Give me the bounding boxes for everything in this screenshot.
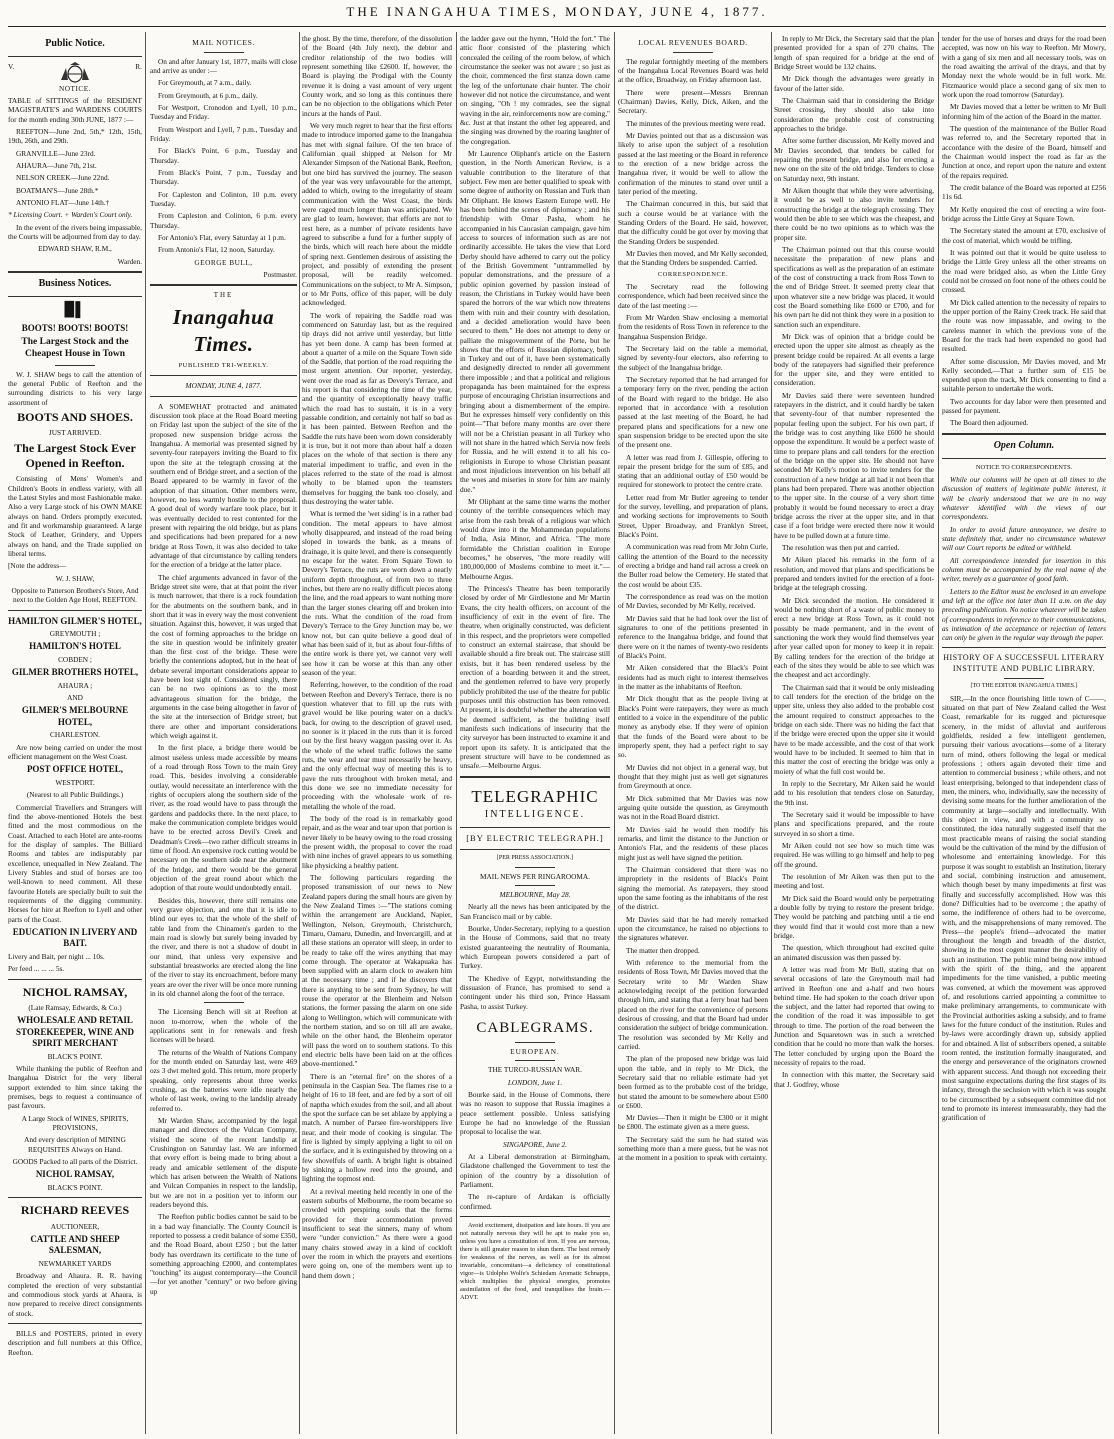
hotels-text: Are now being carried on under the most efficient management on the West Coast. [8, 742, 142, 762]
board-paragraph: A letter was read from J. Gillespie, offering to repair the present bridge for the sum of £85, and stating that an additional outlay of £50 would be required for stonework to protect the centre crate. [618, 452, 768, 490]
telegram-paragraph: Bourke said, in the House of Commons, there was no reason to suppose that Russia imagines a peace settlement possible. Unless satisfying Europe he had no knowledge of the Russian proposal to localise the war. [460, 1090, 610, 1137]
rule [460, 827, 610, 828]
board-paragraph: In reply to the Secretary, Mr Aiken said he would add to his resolution that tenders close on Saturday, the 9th inst. [774, 778, 934, 807]
boot-icon: ▉▌ [64, 302, 86, 318]
board-paragraph: The question, which throughout had excited quite an animated discussion was then passed by. [774, 943, 934, 962]
column-divider [614, 32, 615, 1434]
rule [8, 1323, 142, 1324]
sitting-line: ANTONIO FLAT—June 14th.† [16, 198, 110, 208]
reeves-trade: AUCTIONEER, [50, 1221, 100, 1231]
column-3 [302, 34, 452, 1432]
mail-line: For Black's Point, 6 p.m., Tuesday and Thursday. [150, 146, 297, 165]
correspondents-notice: While our columns will be open at all times to the discussion of matters of legitimate public interest, it will be clearly understood that we are in no way whatever identified with the views of our correspondents. [942, 474, 1106, 522]
board-paragraph: Mr Davies moved that a letter be written to Mr Bull informing him of the action of the Board in the matter. [942, 102, 1106, 121]
post-office-text: Commercial Travellers and Strangers will find the above-mentioned Hotels the best fitted and the most commodious on the Coast. Attached to each Hotel are ante-rooms for the display of samples. The Billiard Rooms and tables are indisputably par excellence, unequalled in New Zealand. The Livery Stables and stud of horses are too well-known to need comment. All these favourite Hotels are specially built to suit the requirements of the digging community. Horses for hire at Reefton to Lyell and other parts of the Coast. [8, 802, 142, 924]
board-paragraph: Mr Kelly enquired the cost of erecting a wire foot-bridge across the Little Grey at Square Town. [942, 204, 1106, 223]
news-paragraph: The body of the road is in remarkably good repair, and as the wear and tear upon that portion is never likely to be heavy owing to the road crossing the present width, the proposal to cover the road with nine inches of gravel appears to us something like physicking a healthy patient. [302, 813, 452, 870]
column-7 [942, 34, 1106, 1432]
footnote: * Licensing Court. + Warden's Court only. [8, 210, 133, 220]
mail-news-heading: MAIL NEWS PER RINGAROOMA. [480, 871, 590, 881]
news-paragraph: the ladder gave out the hymn, "Hold the fort." The attic floor consisted of the plastering which concealed the ceiling of the room below, of which circumstance the seeker was not aware ; so just as the choir, commenced the first stanza down came the leg of the unfortunate chair hunter. The choir however did not notice the circumstance, and went on singing, "Oh ! my comrades, see the signal waving in the air, reinforcements now are coming," &c. Just at that instant the other leg appeared, and the singing was drowned by the roaring laughter of the congregation. [460, 34, 610, 146]
editorial-paragraph: Besides this, however, there still remains one very grave objection, and one that it is idle to blind our eyes to, that the whole of the shelf of table land from the Chinamen's garden to the main road is slowly but surely being invaded by the river, and there is not a shadow of doubt in our mind, that unless very expensive and substantial breastworks are erected along the line of the river to stay its encroachment, before many years are over the river will be once more running in its old channel along the foot of the terrace. [150, 895, 297, 998]
board-paragraph: A letter was read from Mr Bull, stating that on several occasions of late the Greymouth mail had arrived in Reefton one and a-half and two hours behind time. He had spoken to the coach driver upon the subject, and the latter had reported that owing to the condition of the road it was impossible to get through to time. The portion of the road between the Junction and Squaretown was in such a wretched condition that he could no more than walk the horses. The letter concluded by urging upon the Board the necessity of repairs to the road. [774, 964, 934, 1068]
paper-title: Inangahua Times. [172, 305, 275, 357]
local-revenues-heading: LOCAL REVENUES BOARD. [638, 38, 748, 47]
shaw-intro: W. J. SHAW begs to call the attention of the general Public of Reefton and the surrounding districts to his very large assortment of [8, 369, 142, 407]
nichol-header: NICHOL RAMSAY, [22, 984, 128, 999]
news-paragraph: Mr Oliphant at the same time warns the mother country of the terrible consequences which may arise from the rash break of a religious war which would draw into it the Mohammedan populations of India, Asia Minor, and Africa. "The more formidable the Christian coalition in Europe becomes," he observes, "the more readily will 180,000,000 of Moslems combine to meet it."—Melbourne Argus. [460, 497, 610, 581]
mail-line: For Capleston and Colinton, 10 p.m. every Tuesday. [150, 189, 297, 208]
hotel-name: HAMILTON GILMER'S HOTEL, [8, 615, 142, 626]
boots-shoes: BOOTS AND SHOES. [17, 409, 133, 424]
just-arrived: JUST ARRIVED. [48, 428, 102, 438]
european-heading: EUROPEAN. [510, 1047, 560, 1057]
correspondents-notice: All correspondence intended for insertion in this column must be accompanied by the real name of the writer, merely as a guarantee of good faith. [942, 555, 1106, 584]
column-4 [460, 34, 610, 1432]
board-paragraph: Mr Dick called attention to the necessity of repairs to the upper portion of the Rainy Creek track. He said that the route was now impassable, and owing to the careless manner in which the previous vote of the Board for the track had been expended no good had resulted. [942, 297, 1106, 354]
news-paragraph: Referring, however, to the condition of the road between Reefton and Devery's Terrace, there is no question whatever that to fill up the ruts with gravel would be like pouring water on a duck's back, for owing to the description of gravel used, no sooner is it placed in the ruts than it is forced out by the first heavy waggon passing over it. As the whole of the wheel traffic follows the same ruts, the wear and tear must necessarily be heavy, and the only effectual way of meeting this is to pave the ruts throughout with broken metal, and this done we see no immediate necessity for proceeding with the wholesale work of re-metalling the whole of the road. [302, 680, 452, 811]
board-paragraph: The Secretary said it would be impossible to have plans and specifications prepared, and the route surveyed in so short a time. [774, 809, 934, 838]
board-paragraph: Mr Dick was of opinion that a bridge could be erected upon the upper site almost as cheaply as the present bridge could be repaired. At all events a large body of the ratepayers had signified their preference for the upper site, and they were entitled to consideration. [774, 331, 934, 388]
board-paragraph: The credit balance of the Board was reported at £256 11s 6d. [942, 182, 1106, 202]
editorial-paragraph: The chief arguments advanced in favor of the Bridge street site were, that at that point the river is much narrower, that there is a rock foundation for the abutments on the southern bank, and in short that it was in every way the most convenient situation. Against this, however, it was urged that the cost of forming approaches to the bridge on the site in question would be infinitely greater than the first cost of the bridge. These were briefly the contentions adopted, but in the heat of debate several important considerations appear to have been lost sight of. Considered singly, there can be no two opinions as to the most advantageous situation for the bridge, the arguments in the case being altogether in favor of the site at the intersection of Bridge street, but there are other and important considerations which weigh against it. [150, 572, 297, 741]
rule [942, 433, 1106, 435]
news-paragraph: We very much regret to hear that the first efforts made to introduce imported game to the Inangahua has met with signal failure. Of the ten brace of Californian quail shipped at Nelson for Mr Alexander Simpson of the National Bank, Reefton, but one bird has survived the journey. The season of the year was very unfavourable for the attempt, added to which, owing to the irregularity of steam communication with the West Coast, the birds were caged much longer than was anticipated. We are glad to learn, however, that efforts are not to rest here, as a number of private residents have agreed to subscribe a fund for a further supply of the birds, which will reach here about the middle of spring next. Gentlemen desirous of assisting the project, and possibly of extending the present proposal, will be readily welcomed. Communications on the subject, to Mr A. Simpson, or to Mr Potts, office of this paper, will be duly acknowledged. [302, 120, 452, 308]
hotel-name: HAMILTON'S HOTEL [29, 641, 121, 652]
signature: EDWARD SHAW, R.M., [38, 244, 112, 254]
shaw-location: Opposite to Patterson Brothers's Store, And next to the Golden Age Hotel, REEFTON. [11, 585, 139, 605]
mail-line: From Capleston and Colinton, 6 p.m. every Thursday. [150, 211, 297, 230]
mail-signature-title: Postmaster. [263, 269, 297, 279]
rule [150, 396, 297, 397]
hotel-place: COBDEN ; [58, 654, 92, 664]
column-divider [771, 32, 772, 1434]
board-paragraph: Mr Dick thought that as the people living at Black's Point were ratepayers, they were as much entitled to a voice in the expenditure of the public money as anybody else. If they were of opinion that the funds of the Board were about to be improperly spent, they had a perfect right to say so. [618, 694, 768, 760]
news-paragraph: At a revival meeting held recently in one of the eastern suburbs of Melbourne, the room became so crowded with perspiring souls that the forms provided for their accommodation proved insufficient to seat the sinners, many of whom were "under conviction." As there were a good many chairs stowed away in a kind of cockloft over the room in which the prayers and exertions were going on, one of the members went up to hand them down ; [302, 1186, 452, 1280]
rule [8, 271, 142, 273]
hotel-place: AHAURA ; [57, 680, 93, 690]
hotel-place: CHARLESTON. [50, 730, 100, 740]
board-paragraph: The Secretary laid on the table a memorial, signed by seventy-four electors, also referring to the subject of the Inangahua bridge. [618, 343, 768, 372]
sitting-line: AHAURA—June 7th, 21st. [16, 161, 97, 171]
rule [1004, 678, 1044, 679]
nichol-signature-place: BLACK'S POINT. [47, 1182, 103, 1192]
editorial-paragraph: In the first place, a bridge there would be almost useless unless made accessible by means of a road through Ross Town to the main Grey road. This, besides involving a considerable outlay, would necessitate an interference with the rights of occupiers along the southern side of the river, as the road would have to pass through the gardens and paddocks there. In the next place, to make the communication complete bridges would have to be erected across Devil's Creek and Deadman's Creek—two rather difficult streams in time of flood. An expensive rock cutting would be necessary on the southern side near the abutment of the bridge, and there would be the general objection of the great round about which the adoption of that route would undoubtedly entail. [150, 743, 297, 893]
board-paragraph: The Secretary read the following correspondence, which had been received since the date of the last meeting :— [618, 281, 768, 310]
news-paragraph: The following particulars regarding the proposed transmission of our news to New Zealand papers during the small hours are given by the New Zealand Times :—"The stations coming within the arrangement are Auckland, Napier, Wellington, Nelson, Greymouth, Christchurch, Timaru, Oamaru, Dunedin, and Invercargill, and at all these stations an operator will sleep, in order to be ready to take off the wires anything that may come through. The operator at Wakapuaka has been supplied with an alarm clock to awaken him at the necessary time ; and if he discovers that there is anything to be sent from Sydney, he will rouse the operator at the Blenheim and Nelson stations, the former passing the alarm on one side along to Wellington, which will communicate with the northern station, and so on till all are awake, while on the other hand, the Blenheim operator will pass the word on to southern stations. To this end electric bells have been laid on at the offices above-mentioned." [302, 872, 452, 1069]
editorial-paragraph: A SOMEWHAT protracted and animated discussion took place at the Road Board meeting on Friday last upon the subject of the site of the proposed new suspension bridge across the Inangahua. A memorial was presented signed by seventy-four ratepayers inviting the Board to fix upon the site at the telegraph crossing at the southern end of Bridge street, and a section of the Board appeared to be warmly in favor of the adoption of that situation. Other members were, however, no less warmly hostile to the proposal. A good deal of wordy warfare took place, but it was eventually decided to rest contented for the present with repairing the old bridge, but as plans and specifications had been prepared for a new bridge at Ross Town, it was also decided to take advantage of that circumstance by calling tenders for the erection of a bridge at the latter place. [150, 401, 297, 570]
rule [942, 647, 1106, 648]
board-paragraph: The correspondence as read was on the motion of Mr Davies, seconded by Mr Kelly, received. [618, 592, 768, 611]
paper-title-block [150, 291, 297, 370]
history-title: HISTORY OF A SUCCESSFUL LITERARY INSTITUTE AND PUBLIC LIBRARY. [943, 653, 1105, 673]
sitting-line: NELSON CREEK—June 22nd. [16, 173, 110, 183]
dateline: LONDON, June 1. [507, 1077, 563, 1087]
intelligence-heading: INTELLIGENCE. [484, 809, 586, 821]
reeves-trade-2: CATTLE AND SHEEP SALESMAN, [30, 1233, 120, 1256]
board-paragraph: The regular fortnightly meeting of the members of the Inangahua Local Revenues Board was held at the office, Broadway, on Friday afternoon last. [618, 56, 768, 85]
to-editor-line: [TO THE EDITOR INANGAHUA TIMES.] [970, 682, 1078, 689]
board-paragraph: Two accounts for day labor were then presented and passed for payment. [942, 396, 1106, 416]
livery-rate: Livery and Bait, per night ... 10s. [8, 951, 105, 961]
rule [204, 52, 244, 53]
news-paragraph: There is an "eternal fire" on the shores of a peninsula in the Caspian Sea. The flames rise to a height of 16 to 18 feet, and are fed by a sort of oil of naptha which exudes from the soil, and all about the spot the surface can be set ablaze by applying a match. A number of Parsee fire-worshippers live near, and their mode of cooking is singular. The fire is lighted by simply applying a light to oil on the surface, and it is extinguished by throwing on a few shovelfuls of earth. A bright light is obtained by sinking a hollow reed into the ground, and lighting the topmost end. [302, 1071, 452, 1184]
hotel-name: GILMER BROTHERS HOTEL, [11, 667, 139, 678]
reeves-text: Broadway and Ahaura. R. R. having completed the erection of very substantial and commodious stock yards at Ahaura, is now prepared to receive direct consignments of stock. [8, 1271, 142, 1318]
sitting-line: REEFTON—June 2nd, 5th,* 12th, 15th, 19th, 26th, and 29th. [8, 127, 142, 146]
title-the: THE [213, 291, 234, 300]
bills-line: BILLS and POSTERS, printed in every description and full numbers at this Office, Reefton. [8, 1328, 142, 1357]
rule [460, 849, 610, 850]
mail-line: From Greymouth, at 6 p.m., daily. [158, 90, 258, 100]
board-paragraph: After some further discussion, Mr Kelly moved and Mr Davies seconded, that tenders be called for repairing the present bridge, and also for erecting a new one on the site of the old bridge. Tenders to close on Saturday next, 9th instant. [774, 136, 934, 183]
largest-stock-line: The Largest Stock and the Cheapest House in Town [21, 337, 129, 360]
board-paragraph: The Secretary stated the amount at £70, exclusive of the cost of material, which would be trifling. [942, 226, 1106, 245]
board-paragraph: The matter then dropped. [626, 945, 700, 955]
board-paragraph: Mr Davies said there were seventeen hundred ratepayers in the district, and it could hardly be taken that seventy-four of that number represented the popular feeling upon the subject. For his own part, if the bridge was to cost anything like £600 he should oppose the expenditure. It would be a perfect waste of time to prepare plans and call tenders for the erection of the bridge on the upper site. He should not have seconded Mr Kelly's motion to invite tenders for the construction of a new bridge at all had it not been that plans had been prepared. There was another objection to the upper site. In the course of a very short time probably it would be found necessary to erect a dray bridge across the river at the upper site, and in that case if a foot bridge were erected there now it would have to be pulled down at a future time. [774, 390, 934, 540]
telegraphic-heading: TELEGRAPHIC [471, 786, 599, 806]
boots-ad-heading: BOOTS! BOOTS! BOOTS! [21, 322, 129, 333]
rule [515, 885, 555, 886]
board-paragraph: The question of the maintenance of the Buller Road was referred to, and the Secretary reported that in accordance with the desire of the Board, himself and the Chairman would inspect the road as far as the Junction at once, and report upon the nature and extent of the repairs required. [942, 123, 1106, 180]
column-6 [774, 34, 934, 1432]
press-association: [PER PRESS ASSOCIATION.] [496, 855, 574, 862]
news-paragraph: Mr Warden Shaw, accompanied by the legal manager and directors of the Vulcan Company, visited the scene of the recent landslip at Crushington on Saturday last. We are informed that every effort is being made to bring about a ready and amicable settlement of the dispute which has arisen between the Wealth of Nations and Vulcan Companies in respect to the landslip, but we are not in a position yet to inform our readers beyond this. [150, 1115, 297, 1209]
post-office-hotel: POST OFFICE HOTEL, [26, 764, 124, 775]
board-paragraph: A communication was read from Mr John Curle, calling the attention of the Board to the necessity of erecting a bridge and hand rail across a creek on the Buller road below the Cemetery. He stated that the cost would be about £35. [618, 542, 768, 589]
date-line: MONDAY, JUNE 4, 1877. [185, 381, 262, 391]
board-paragraph: Mr Dick submitted that Mr Davies was now arguing quite outside the question, as Greymouth was not in the Road Board district. [618, 793, 768, 822]
news-paragraph: What is termed the 'wet siding' is in a rather bad condition. The metal appears to have almost wholly disappeared, and instead of the road being sloped in towards the bank, as a means of drainage, it is quite level, and there is consequently no escape for the water. From Square Town to Devery's Terrace, the ruts are worn down a nearly uniform depth throughout, of from two to three inches, but there are no really difficult pieces along the line, and the road appears to want nothing more than the larger stones clearing off and broken into the ruts. What the condition of the road from Devery's Terrace to the Grey Junction may be, we know not, but can quite believe a good deal of what has been said of it, but as about four-fifths of the entire work is there yet, we cannot very well see how it can be worse at this than any other season of the year. [302, 509, 452, 677]
public-notice-heading: Public Notice. [45, 38, 105, 49]
coat-of-arms-icon [58, 62, 92, 84]
telegram-paragraph: The re-capture of Ardakan is officially confirmed. [460, 1192, 610, 1211]
hotel-name: GILMER'S MELBOURNE HOTEL, [21, 705, 129, 727]
news-paragraph: The Licensing Bench will sit at Reefton at noon to-morrow, when the whole of the applications sent in for renewals and fresh licenses will be heard. [150, 1007, 297, 1045]
rule [8, 610, 142, 611]
hotel-and: AND [67, 693, 83, 703]
rule [460, 1216, 610, 1217]
board-paragraph: Mr Dick said the Board would only be perpetrating a double folly by trying to restore the present bridge. They would be patching and patching until a tie end they would find that it would cost more than a new bridge. [774, 893, 934, 940]
board-paragraph: The Secretary reported that he had arranged for a temporary ferry on the river, pending the action of the Board with regard to the bridge. He also reported that in accordance with a resolution passed at the last meeting of the Board, he had prepared plans and specifications for a new one span suspension bridge to be erected upon the site of the present one. [618, 374, 768, 450]
nichol-prev: (Late Ramsay, Edwards, & Co.) [28, 1002, 122, 1012]
board-paragraph: Mr Davies pointed out that as a discussion was likely to arise upon the subject of a resolution passed at the last meeting or the Board in reference to the erection of a new bridge across the Inangahua river, it would be well to allow the confirmation of the minutes to stand over until a later period of the meeting. [618, 131, 768, 196]
board-paragraph: The minutes of the previous meeting were read. [626, 118, 766, 128]
stock-text: Consisting of Mens' Women's and Children's Boots in endless variety, with all the Latest Styles and most Fashionable make. Also a very Large stock of his OWN MAKE always on hand. Orders promptly executed, and fit and workmanship guaranteed. A large Stock of Leather, Grindery, and Uppers always on hand, and the Trade supplied on liberal terms. [8, 474, 142, 558]
sitting-line: GRANVILLE—June 23rd. [16, 148, 96, 158]
board-paragraph: The Chairman said that it would be only misleading to call tenders for the erection of the bridge on the upper site, unless they also added to the probable cost the amount required to construct approaches to the bridge on each side. There was no hiding the fact that if the bridge were erected upon the upper site it would have to be made accessible, and the cost of that work would have to be included. It seemed to him that in this matter the cost of erecting the bridge was only a moiety of what the full cost would be. [774, 682, 934, 776]
mail-line: For Antonio's Flat, every Saturday at 1 p.m. [158, 232, 286, 242]
rule [8, 979, 142, 980]
board-paragraph: The Chairman pointed out that this course would necessitate the preparation of new plans and specifications as well as the preparation of an estimate of the cost of constructing a track from Ross Town to the end of Bridge Street. It seemed pretty clear that upon whatever site a new bridge was placed, it would cost the Board something like £600 or £700, and for his own part he did not think they were in a position to sanction such an expenditure. [774, 244, 934, 329]
notice-word: NOTICE. [58, 83, 92, 93]
education-line: EDUCATION IN LIVERY AND BAIT. [12, 926, 138, 949]
nichol-signature: NICHOL RAMSAY, [35, 1169, 115, 1180]
advertisement-paragraph: Avoid excitement, dissipation and late hours. If you are not naturally nervous they will be apt to make you so, unless you have a constitution of iron. If you are nervous, there is still greater reason to shun them. The best remedy for weakness of the nerves, as well as for its almost invariable, concomitant—a deficiency of constitutional vigor—is Udolpho Wolfe's Schiedam Aromatic Schnapps, which multiplies the physical energies, promotes assimilation of the food, and tranquilises the brain.—ADVT. [460, 1222, 610, 1302]
board-paragraph: It was pointed out that it would be quite useless to bridge the Little Grey unless all the other streams on the road were bridged also, as when the Little Grey could not be crossed on foot none of the others could be crossed. [942, 247, 1106, 295]
rule [515, 1042, 555, 1043]
board-paragraph: The plan of the proposed new bridge was laid upon the table, and in reply to Mr Dick, the Secretary said that no reliable estimate had yet been formed as to the probable cost of the bridge, but stated the amount to be somewhere about £500 or £600. [618, 1054, 768, 1110]
wines-line: A Large Stock of WINES, SPIRITS, PROVISIONS, [21, 1113, 129, 1133]
board-paragraph: There were present—Messrs Brennan (Chairman) Davies, Kelly, Dick, Aiken, and the Secretary. [618, 87, 768, 116]
news-paragraph: The Reefton public bodies cannot be said to be in a bad way financially. The County Council is reported to possess a credit balance of some £350, and the Road Board, about £250 ; but the latter body has overdrawn its certificate to the tune of something approaching £2000, and contemplates "touching" its august contemporary—the Council—for yet another "century" or two before giving up [150, 1212, 297, 1296]
mail-line: For Westport, Cronodon and Lyell, 10 p.m., Tuesday and Friday. [150, 103, 297, 122]
dateline: MELBOURNE, May 28. [499, 890, 571, 900]
mail-line: From Antonio's Flat, 12 noon, Saturday. [158, 245, 275, 255]
letter-paragraph: SIR,—In the once flourishing little town of C——, situated on that part of New Zealand called the West Coast, remarkable for its rugged and picturesque scenery, in the midst of alluvial and auriferous goldfields, resided a few intelligent gentlemen, pursuing their various avocations—some of a literary turn of mind, others following the legal or medical professions ; others again devoted their time and attention to commercial business ; while others, and not least enterprising, belonged to that independent class of men, the miners, who, individually, saw the necessity of devising some means for the further amelioration of the community at large—socially and intellectually. With this object in view, and with a community so constituted, the idea naturally suggested itself that the most practicable means of raising the social standing would be the cultivation of the mind by the diffusion of wholesome and entertaining knowledge. For this purpose it was sought to establish an Institution, literary and social, combining instruction and amusement, which though beset by many impediments at first was finally and successfully accomplished. How was this done? Difficulties had to be overcome ; the apathy of some, the indifference of others had to be overcome, with, and the misapprehensions of many removed. The Press—the people's friend—advocated the matter throughout the length and breadth of the district, showing in the most cogent manner the desirability of such an institution. The public mind being now imbued with the spirit of the thing, and the apparent impediments for the time vanished, a public meeting was convened, at which the movement was approved of, and resolutions carried appointing a committee to make preliminary arrangements, to communicate with the Provincial authorities asking a subsidy, and to frame laws for the future conduct of the institution. Rules and by-laws were accordingly drawn up, subsidy applied for and obtained. A list of subscribers opened, a suitable room rented, the institution formally inaugurated, and the energy and perseverance of the originators crowned with apparent success. And though not exceeding their most sanguine expectations during the first stages of its infancy, through the seclusion with which it was sought to be circumscribed by a subsequent committee did not tend to promote its interest immeasurably, they had the gratification of [942, 693, 1106, 1123]
feed-rate: Per feed ... ... ... 5s. [8, 964, 65, 974]
board-paragraph: The Chairman concurred in this, but said that such a course would be at variance with the Standing Orders of the Board. He said, however, that the difficulty could be got over by moving that the Standing Orders be suspended. [618, 199, 768, 246]
board-paragraph: Mr Dick though the advantages were greatly in favour of the latter side. [774, 74, 934, 93]
board-paragraph: The Chairman said that in considering the Bridge Street crossing, they should also take into consideration the probable cost of constructing approaches to the bridge. [774, 95, 934, 133]
column-divider [145, 32, 146, 1434]
telegram-paragraph: The Khedive of Egypt, notwithstanding the dissuasion of France, has promised to send a contingent under his third son, Prince Hassam Pasha, to assist Turkey. [460, 973, 610, 1011]
sitting-line: BOATMAN'S—June 28th.* [16, 185, 99, 195]
board-paragraph: tender for the use of horses and drays for the road been accepted, was now on his way to Reefton. Mr Mowry, with a gang of six men and all necessary tools, was on the road awaiting the arrival of the drays, and that by Monday next the whole would be in full work. Mr. Fitzmaurice would place a second gang of six men to work upon the road tomorrow (Saturday). [942, 34, 1106, 99]
news-paragraph: The returns of the Wealth of Nations Company for the month ended on Saturday last, were 469 ozs 3 dwt melted gold. This return, more properly speaking, only represents about three weeks crushing, as the batteries were idle nearly the whole of last week, owing to the landslip already referred to. [150, 1047, 297, 1113]
board-paragraph: The resolution was then put and carried. [782, 543, 900, 553]
rule [8, 56, 142, 57]
mail-line: From Westport and Lyell, 7 p.m., Tuesday and Friday. [150, 124, 297, 144]
news-paragraph: the ghost. By the time, therefore, of the dissolution of the Board (4th July next), the debtor and creditor relationship of the two bodies will represent something like £2600. If, however, the Board is playing the Prodigal with the County revenue it is doing a vast amount of very urgent County work, and so long as this continues there can be no objection to the obligations which Peter incurs at the hands of Paul. [302, 34, 452, 118]
board-paragraph: The resolution of Mr Aiken was then put to the meeting and lost. [774, 871, 934, 891]
board-paragraph: Mr Davies said that he had merely remarked upon the circumstance, he raised no objections to the signatures whatever. [618, 914, 768, 943]
rule [55, 365, 95, 366]
closing-text: In the event of the rivers being impassable, the Courts will be adjourned from day to day. [8, 222, 142, 242]
crest-letter-left: V. [8, 61, 15, 71]
board-paragraph: Mr Aiken thought that while they were advertising, it would be as well to also invite tenders for constructing the bridge at the telegraph crossing. They would then be able to see which was the cheapest, and there could be no two opinions as to which was the proper site. [774, 185, 934, 242]
board-paragraph: The Board then adjourned. [950, 418, 1029, 428]
news-paragraph: The Princess's Theatre has been temporarily closed by order of Mr Girdlestone and Mr Martin Evans, the city health officers, on account of the insufficiency of exit in the event of fire. The theatre, when originally constructed, was deficient in this respect, and the proprietors were compelled to construct an external staircase, that should be available should a fire break out. The staircase still exists, but it has been rendered useless by the erection of a boarding between it and the street, and the gentlemen referred to have very properly publicly prohibited the use of the theatre for public purposes until this obstruction has been removed. At present, it is doubtful whether the alteration will be deemed sufficient, as the building itself manifests such indications of insecurity that the city surveyor has been instructed to examine it and report upon its safety. It is anticipated that the present structure will have to be condemned as unsafe.—Melbourne Argus. [460, 584, 610, 771]
board-paragraph: Mr Aiken placed his remarks in the form of a resolution, and moved that plans and specifications be prepared and tenders invited for the erection of a foot-bridge at the telegraph crossing. [774, 555, 934, 593]
board-paragraph: In connection with this matter, the Secretary said that J. Godfrey, whose [774, 1070, 934, 1089]
board-paragraph: In reply to Mr Dick, the Secretary said that the plan presented provided for a span of 270 chains. The length of span required for a bridge at the end of Bridge Street would be 132 chains. [774, 34, 934, 71]
rule [673, 52, 713, 53]
rule [150, 375, 297, 376]
rule [942, 458, 1106, 459]
telegram-paragraph: At a Liberal demonstration at Birmingham, Gladstone challenged the Government to test the opinion of the country by a dissolution of Parliament. [460, 1152, 610, 1190]
masthead: THE INANGAHUA TIMES, MONDAY, JUNE 4, 1877. [346, 4, 768, 19]
column-2 [150, 34, 297, 1432]
turco-russian-heading: THE TURCO-RUSSIAN WAR. [488, 1065, 582, 1075]
board-paragraph: The Chairman considered that there was no impropriety in the residents of Black's Point signing the memorial. As ratepayers, they stood upon the same footing as the inhabitants of the rest of the district. [618, 864, 768, 912]
published-line: PUBLISHED TRI-WEEKLY. [178, 361, 269, 369]
business-notices-heading: Business Notices. [38, 278, 112, 290]
news-paragraph: Mr Laurence Oliphant's article on the Eastern question, in the North American Review, is a valuable contribution to the literature of that subject. Few men are better qualified to speak with some degree of authority on Russian and Turk than Mr Oliphant. He knows Eastern Europe well. He has been behind the scenes of diplomacy ; and his friendship with Omar Pasha, whom he accompanied in his Caucasian campaign, gave him access to sources of information such as are not ordinarily accessible. He takes the view that Lord Derby should have adhered to carry out the policy of the British Government "untrammelled by popular demonstrations, and the pressure of a public opinion governed by passion instead of reason, the Christians in Turkey would have been spared the horrors of the war which now threatens them with ruin and their country with desolation, and a decided amelioration would have been secured to them." He does not attempt to deny or palliate the misgovernment of the Porte, but he shows that the efforts of Russian diplomacy, both in Turkey and out of it, have been systematically and designedly directed to render all government there impossible ; and that a political and religious propaganda has been maintained for the express purpose of encouraging Christian insurrections and bringing about a dismemberment of the empire. But he expresses himself very confidently on this point—"That before many months are over there will not be a Christian peasant in all Turkey who will not share in the hatred which Servia now feels for Russia, and he will extend it to all his co-religionists in Europe to whose Christian peasant and most injudicious intervention on his behalf all the woes and miseries in store for him are mainly due." [460, 148, 610, 494]
hotel-place: GREYMOUTH ; [49, 629, 101, 639]
mail-intro: On and after January 1st, 1877, mails will close and arrive as under :— [150, 56, 297, 76]
board-paragraph: The Secretary said the sum he had stated was something more than a mere guess, but he was not at the moment in a position to speak with certainty. [618, 1134, 768, 1163]
mail-line: For Greymouth, at 7 a.m., daily. [158, 78, 252, 88]
board-paragraph: Mr Aiken considered that the Black's Point residents had as much right to interest themselves in the matter as the inhabitants of Reefton. [618, 663, 768, 692]
board-paragraph: Letter read from Mr Butler agreeing to tender for the survey, levelling, and preparation of plans, and working sections for improvements to South Street, Upper Broadway, and Franklyn Street, Black's Point. [618, 492, 768, 540]
mail-line: From Black's Point, 7 p.m., Tuesday and Thursday. [150, 168, 297, 187]
crest-letter-right: R. [135, 61, 142, 71]
mail-signature: GEORGE BULL, [194, 257, 253, 267]
notice-text: TABLE of SITTINGS of the RESIDENT MAGISTRATE'S and WARDENS COURTS for the month ending 30th JUNE, 1877 :— [8, 96, 142, 124]
column-divider [938, 32, 939, 1434]
board-paragraph: Mr Davies said that he had look over the list of signatures to one of the petitions presented in reference to the Inangahua bridge, and found that there were on it the names of twenty-two residents of Black's Point. [618, 613, 768, 661]
post-office-place: WESTPORT. [55, 777, 95, 787]
royal-crest [8, 62, 142, 84]
by-electric-telegraph: [BY ELECTRIC TELEGRAPH.] [466, 833, 604, 844]
column-divider [456, 32, 457, 1434]
column-1 [8, 34, 142, 1432]
news-paragraph: The work of repairing the Saddle road was commenced on Saturday last, but as the required tip drays did not arrive until yesterday, but little has yet been done. A camp has been formed at about a quarter of a mile on the Square Town side of the Saddle, that portion of the road requiring the most urgent attention. Our reporter, yesterday, went over the road as far as Devery's Terrace, and his report is that considering the time of the year, and the quantity of exceptionally heavy traffic which the road has to sustain, it is in a very passable condition, and certainly not half so bad as it has been painted. Between Reefton and the Saddle the ruts have been worn down considerably it is true, but it not more than about half a dozen places on the whole of that section is there any material impediment to traffic, and even in the places referred to the state of the road is almost wholly to be blamed upon the teamsters themselves for hugging the bank too closely, and thus destroying the water table. [302, 310, 452, 507]
board-paragraph: From Mr Warden Shaw enclosing a memorial from the residents of Ross Town in reference to the Inangahua Suspension Bridge. [618, 312, 768, 341]
mining-line: And every description of MINING REQUISITES Always on Hand. [24, 1135, 126, 1154]
board-paragraph: With reference to the memorial from the residents of Ross Town, Mr Davies moved that the Secretary write to Mr Warden Shaw acknowledging receipt of the petition forwarded through him, and stating that a ferry boat had been placed on the river for the convenience of persons desirous of crossing, and that the Board had under consideration the subject of bridge communication. The resolution was seconded by Mr Kelly and carried. [618, 957, 768, 1051]
nichol-text: While thanking the public of Reefton and Inangahua District for the very liberal support extended to him since taking the premises, begs to request a continuance of past favours. [8, 1064, 142, 1111]
board-paragraph: Mr Davies did not object in a general way, but thought that they might just as well get signatures from Greymouth at once. [618, 762, 768, 791]
column-divider [299, 32, 300, 1434]
masthead-rule [8, 26, 1106, 27]
note-address: [Note the address— [8, 561, 67, 571]
largest-stock-ever: The Largest Stock Ever Opened in Reefton. [14, 440, 136, 470]
open-column-heading: Open Column. [993, 439, 1055, 451]
nichol-place: BLACK'S POINT. [47, 1051, 103, 1061]
goods-line: GOODS Packed to all parts of the District. [12, 1157, 138, 1167]
telegram-paragraph: Nearly all the news has been anticipated by the San Francisco mail or by cable. [460, 902, 610, 921]
notice-correspondents-heading: NOTICE TO CORRESPONDENTS. [975, 463, 1073, 471]
board-paragraph: Mr Dick seconded the motion. He considered it would be nothing short of a waste of public money to erect a new bridge at Ross Town, as it could not possibly be made permanent, and in the event of sanctioning the work they would find themselves year after year called upon for money to keep it in repair. By calling tenders for the erection of the bridge at each of the sites they would be able to see which was the cheapest and act accordingly. [774, 595, 934, 680]
rule [460, 776, 610, 778]
rule [8, 1197, 142, 1198]
column-5 [618, 34, 768, 1432]
reeves-yards: NEWMARKET YARDS [38, 1258, 112, 1268]
correspondence-heading: CORRESPONDENCE. [657, 270, 729, 278]
post-office-near: (Nearest to all Public Buildings.) [26, 790, 124, 800]
rule [204, 1002, 244, 1003]
rule [515, 867, 555, 868]
board-paragraph: After some discussion, Mr Davies moved, and Mr Kelly seconded,—That a further sum of £15 be expended upon the track, Mr Dick consenting to find a suitable person to undertake the work. [942, 356, 1106, 394]
rule [150, 284, 297, 286]
board-paragraph: Mr Aiken could not see how so much time was required. He was willing to go himself and help to peg off the ground. [774, 840, 934, 869]
board-paragraph: Mr Davies then moved, and Mr Kelly seconded, that the Standing Orders be suspended. Carried. [618, 248, 768, 268]
telegram-paragraph: Bourke, Under-Secretary, replying to a question in the House of Commons, said that no treaty existed guaranteeing the neutrality of Roumania, which European powers considered a part of Turkey. [460, 924, 610, 971]
dateline: SINGAPORE, June 2. [502, 1139, 568, 1149]
correspondents-notice: Letters to the Editor must be enclosed in an envelope and left at the office not later than 11 a.m. on the day preceding publication. No notice whatever will be taken of correspondents in reference to their communications, as intimation of the acceptance or rejection of letters can only be given in the regular way through the paper. [942, 586, 1106, 643]
reeves-header: RICHARD REEVES [20, 1203, 130, 1218]
cablegrams-heading: CABLEGRAMS. [476, 1019, 594, 1036]
signature-title: Warden. [117, 256, 142, 266]
board-paragraph: Mr Davies said he would then modify his remarks, and limit the distance to the Junction or Antonio's Flat, and the residents of these places might just as well have signed the petition. [618, 824, 768, 862]
rule [515, 1060, 555, 1061]
nichol-trade: WHOLESALE AND RETAIL STOREKEEPER, WINE AND SPIRIT MERCHANT [16, 1015, 134, 1049]
rule [8, 296, 142, 297]
correspondents-notice: In order to avoid future annoyance, we desire to state definitely that, under no circumstance whatever will our Court reports be edited or withheld. [942, 524, 1106, 553]
board-paragraph: Mr Davies—Then it might be £300 or it might be £800. The estimate given as a mere guess. [618, 1113, 768, 1132]
mail-notices-heading: MAIL NOTICES. [192, 38, 255, 47]
shaw-name: W. J. SHAW, [55, 573, 95, 583]
